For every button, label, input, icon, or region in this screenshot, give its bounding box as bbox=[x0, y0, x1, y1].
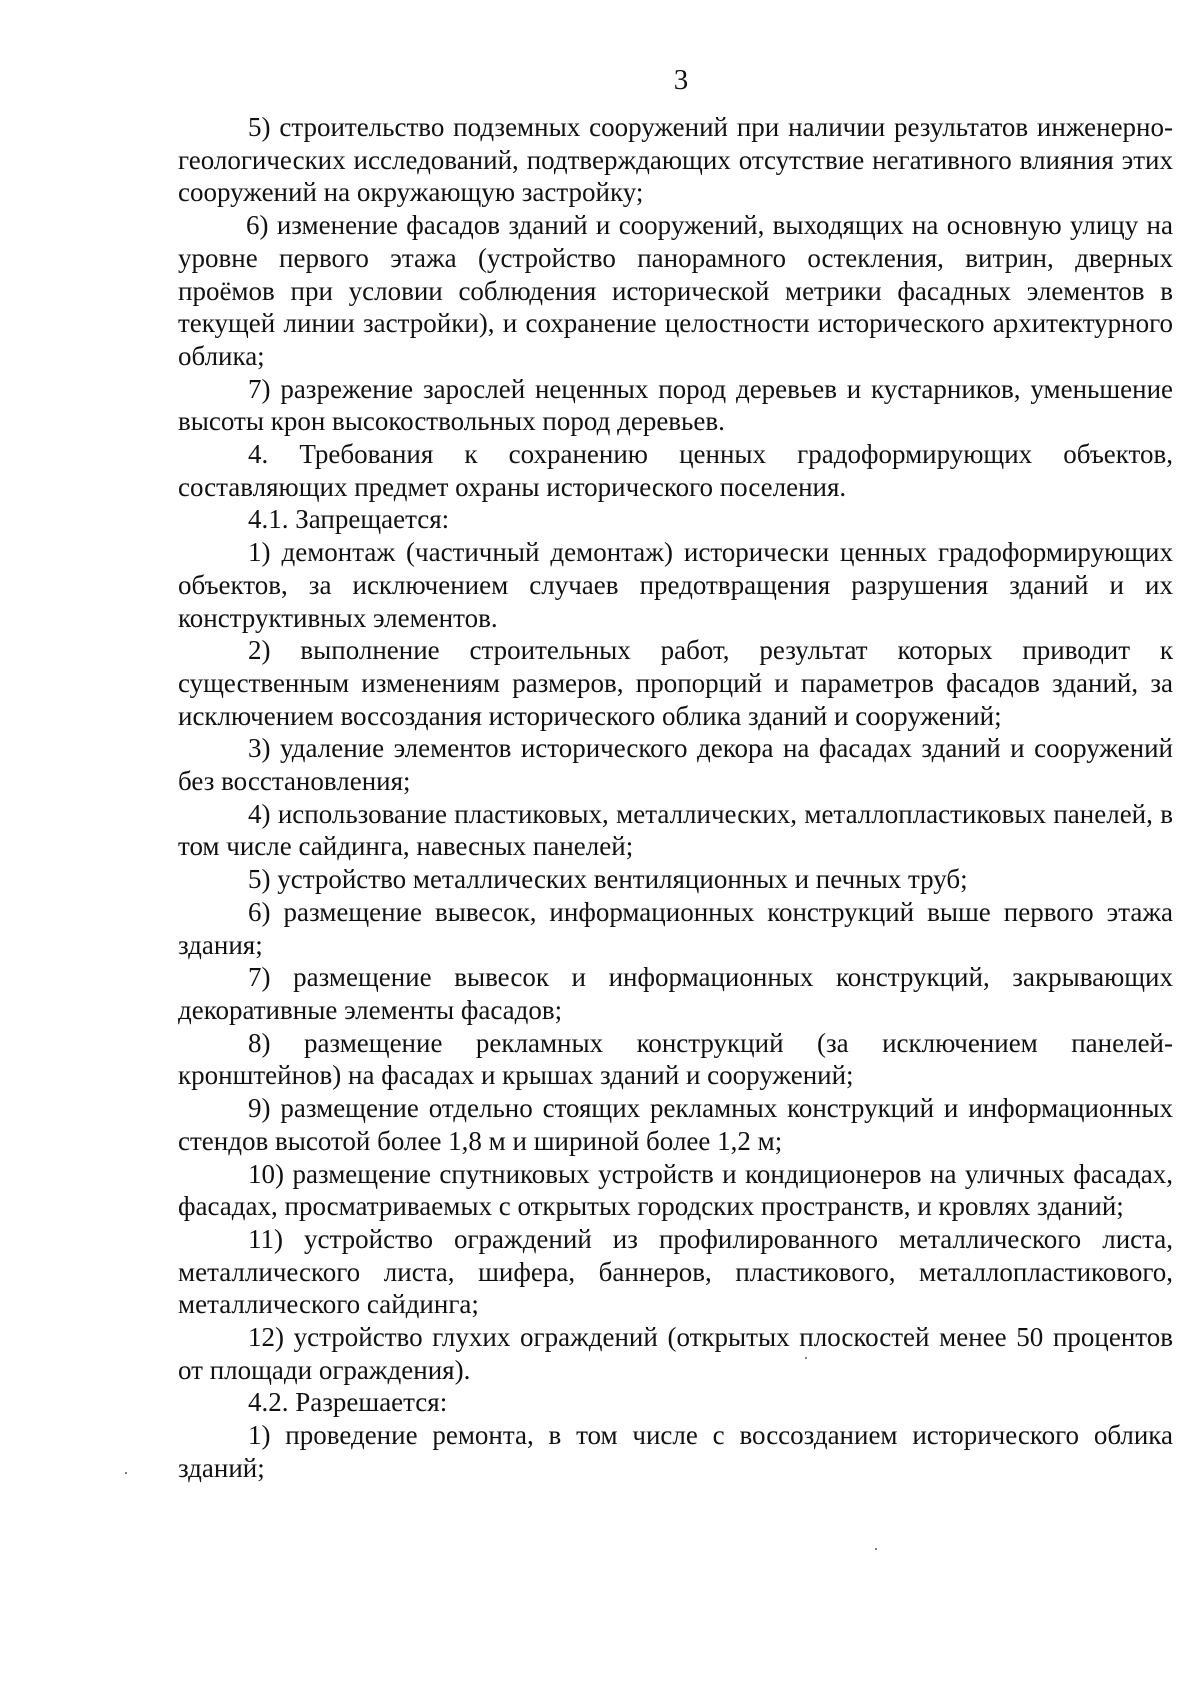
scan-speck bbox=[875, 1548, 877, 1550]
prohibition-item-3: 3) удаление элементов исторического декора на фасадах зданий и сооружений без восстановления; bbox=[178, 733, 1173, 797]
prohibition-item-8: 8) размещение рекламных конструкций (за исключением панелей-кронштейнов) на фасадах и крышах зданий и сооружений; bbox=[178, 1027, 1173, 1091]
prohibition-item-11: 11) устройство ограждений из профилированного металлического листа, металлического листа, шифера, баннеров, пластикового, металлопластикового, металлического сайдинга; bbox=[178, 1223, 1173, 1320]
prohibition-item-6: 6) размещение вывесок, информационных конструкций выше первого этажа здания; bbox=[178, 896, 1173, 960]
prohibition-item-7: 7) размещение вывесок и информационных конструкций, закрывающих декоративные элементы фасадов; bbox=[178, 962, 1173, 1025]
paragraph-7-thinning-vegetation: 7) разрежение зарослей неценных пород деревьев и кустарников, уменьшение высоты крон высокоствольных пород деревьев. bbox=[178, 373, 1173, 437]
document-body bbox=[178, 111, 1173, 1485]
section-4-heading: 4. Требования к сохранению ценных градоформирующих объектов, составляющих предмет охраны исторического поселения. bbox=[178, 439, 1173, 502]
prohibition-item-10: 10) размещение спутниковых устройств и кондиционеров на уличных фасадах, фасадах, просматриваемых с открытых городских пространств, и кровлях зданий; bbox=[178, 1158, 1173, 1222]
scan-speck bbox=[125, 1472, 127, 1474]
prohibition-item-9: 9) размещение отдельно стоящих рекламных конструкций и информационных стендов высотой более 1,8 м и шириной более 1,2 м; bbox=[178, 1093, 1173, 1156]
prohibition-item-5: 5) устройство металлических вентиляционных и печных труб; bbox=[248, 864, 968, 895]
section-4-2-heading: 4.2. Разрешается: bbox=[248, 1387, 448, 1418]
permission-item-1: 1) проведение ремонта, в том числе с воссозданием исторического облика зданий; bbox=[178, 1420, 1173, 1483]
prohibition-item-12: 12) устройство глухих ограждений (открытых плоскостей менее 50 процентов от площади ограждения). bbox=[178, 1322, 1173, 1385]
scan-speck bbox=[805, 1357, 807, 1359]
paragraph-5-underground-construction: 5) строительство подземных сооружений при наличии результатов инженерно-геологических исследований, подтверждающих отсутствие негативного влияния этих сооружений на окружающую застройку; bbox=[178, 112, 1173, 208]
prohibition-item-1: 1) демонтаж (частичный демонтаж) исторически ценных градоформирующих объектов, за исключением случаев предотвращения разрушения зданий и их конструктивных элементов. bbox=[178, 537, 1173, 633]
prohibition-item-2: 2) выполнение строительных работ, результат которых приводит к существенным изменениям размеров, пропорций и параметров фасадов зданий, за исключением воссоздания исторического облика зданий и сооружений; bbox=[178, 635, 1173, 731]
page-number: 3 bbox=[673, 64, 689, 96]
prohibition-item-4: 4) использование пластиковых, металлических, металлопластиковых панелей, в том числе сайдинга, навесных панелей; bbox=[178, 798, 1173, 862]
section-4-1-heading: 4.1. Запрещается: bbox=[248, 504, 450, 535]
paragraph-6-facade-change: 6) изменение фасадов зданий и сооружений, выходящих на основную улицу на уровне первого этажа (устройство панорамного остекления, витрин, дверных проёмов при условии соблюдения исторической метрики фасадных элементов в текущей линии застройки), и сохранение целостности исторического архитектурного облика; bbox=[178, 210, 1173, 371]
